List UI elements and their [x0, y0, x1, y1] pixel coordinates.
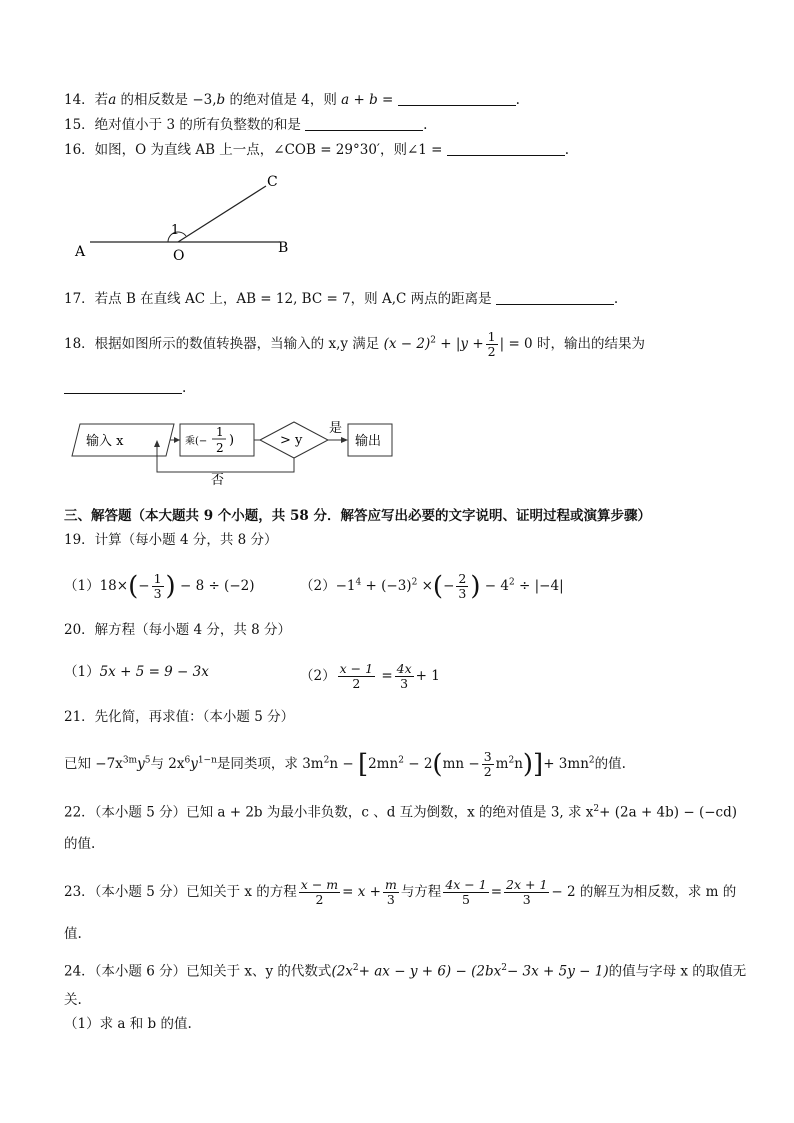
- question-24-sub-1: （1）求 a 和 b 的值.: [64, 1016, 192, 1032]
- fraction-half: $\frac{1}{2}$: [487, 329, 496, 359]
- label-c: C: [267, 174, 278, 190]
- question-23: 23．（本小题 5 分）已知关于 x 的方程 $\frac{x - m}{2}$ = x + $\frac{m}{3}$ 与方程 $\frac{4x - 1}{5}$ = $\frac{2x + 1}{3}$ − 2 的解互为相反数，求 m 的: [64, 877, 737, 907]
- question-24-line-2: 关.: [64, 992, 82, 1008]
- question-20-part-2: （2） $\frac{x - 1}{2}$ = $\frac{4x}{3}$ + 1: [300, 661, 440, 691]
- question-14: 14．若a 的相反数是 −3,b 的绝对值是 4，则 a + b = .: [64, 92, 520, 108]
- no-label: 否: [211, 473, 225, 487]
- question-19-title: 19．计算（每小题 4 分，共 8 分）: [64, 532, 278, 548]
- question-22: 22．（本小题 5 分）已知 a + 2b 为最小非负数，c 、d 互为倒数，x 的绝对值是 3, 求 $x^2+ (2a + 4b) - (-cd)$: [64, 804, 737, 821]
- input-label: 输入 x: [86, 434, 124, 449]
- label-b: B: [278, 240, 289, 256]
- question-21-title: 21．先化简，再求值：（本小题 5 分）: [64, 709, 295, 725]
- label-a: A: [75, 244, 86, 260]
- question-16: 16．如图，O 为直线 AB 上一点，∠COB = 29°30′，则∠1 = .: [64, 142, 570, 158]
- question-18-answer-line: .: [64, 378, 186, 398]
- answer-blank-18[interactable]: [64, 379, 182, 394]
- answer-blank-14[interactable]: [398, 91, 516, 106]
- number-converter-flowchart: [66, 412, 406, 487]
- question-20-part-1: （1）5x + 5 = 9 − 3x: [64, 664, 209, 680]
- label-o: O: [173, 248, 185, 264]
- ray-oc: [178, 186, 266, 242]
- answer-blank-17[interactable]: [496, 290, 614, 305]
- label-1: 1: [171, 223, 180, 238]
- question-15: 15．绝对值小于 3 的所有负整数的和是 .: [64, 117, 428, 133]
- answer-blank-16[interactable]: [447, 141, 565, 156]
- question-17: 17．若点 B 在直线 AC 上，AB = 12, BC = 7，则 A,C 两点的距离是 .: [64, 291, 619, 307]
- question-19-part-2: $(2)-1^4 + (-3)^2$ ×(− $\frac{2}{3}$ ) − $4^2 \div |-4|$: [300, 571, 564, 602]
- question-20-title: 20．解方程（每小题 4 分，共 8 分）: [64, 622, 292, 638]
- multiply-prefix: 乘(−: [185, 436, 208, 447]
- question-24: 24．（本小题 6 分）已知关于 x、y 的代数式($2x^2+$ ax − $y + 6) - (2bx^2- 3x + 5y - 1)$的值与字母 x 的取值无: [64, 963, 747, 980]
- question-23-line-2: 值.: [64, 926, 82, 942]
- condition-label: > y: [280, 433, 303, 448]
- svg-text:2: 2: [216, 441, 224, 455]
- figure-16-angle: [70, 170, 310, 265]
- question-19-part-1: （1）18×(− $\frac{1}{3}$ ) − 8 ÷ (−2): [64, 571, 255, 602]
- question-18: 18．根据如图所示的数值转换器，当输入的 x,y 满足 $(x - 2)^2 + |y$ + $\frac{1}{2}$ | = 0 时，输出的结果为: [64, 329, 645, 359]
- question-22-line-2: 的值.: [64, 836, 96, 852]
- output-label: 输出: [355, 434, 382, 449]
- answer-blank-15[interactable]: [305, 116, 423, 131]
- svg-text:): ): [229, 433, 235, 448]
- svg-text:1: 1: [216, 425, 224, 439]
- section-3-heading: 三、解答题（本大题共 9 个小题，共 58 分．解答应写出必要的文字说明、证明过程或演算步骤）: [64, 508, 651, 524]
- yes-label: 是: [329, 421, 343, 436]
- question-21-body: 已知 $-7x^{3m}y^5$与 $2x^6y^{1-n}$是同类项，求 $3m^2n - [2mn^2 - 2(mn$ − $\frac{3}{2}$ $m^2n)]+ 3mn^2$的值.: [64, 749, 626, 780]
